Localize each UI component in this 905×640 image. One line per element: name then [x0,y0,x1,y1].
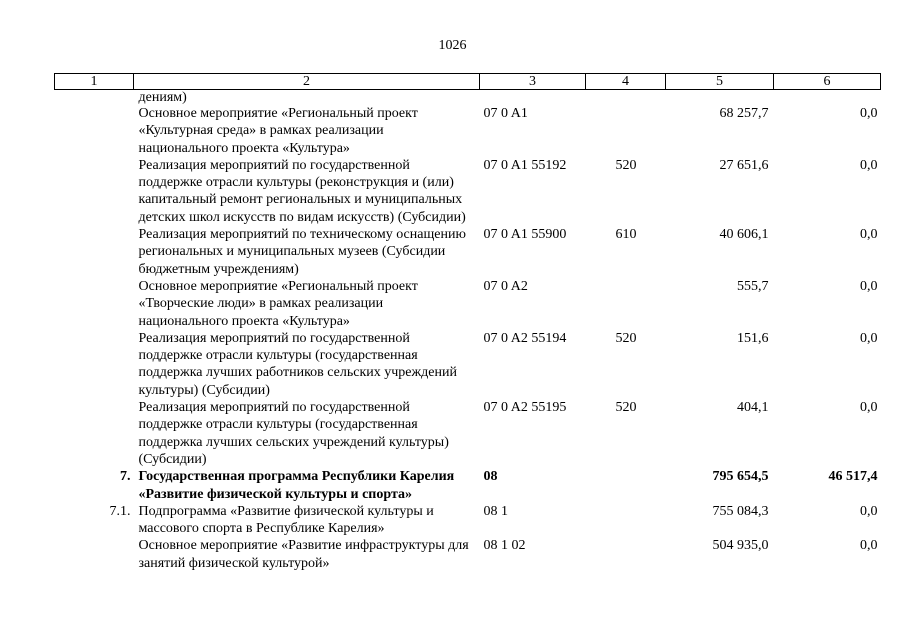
row-amount: 68 257,7 [719,106,769,121]
row-number [55,105,134,157]
row-expense-type: 610 [615,227,637,243]
row-code: 08 [483,469,498,485]
row-number [55,330,134,399]
row-expense-type [586,537,666,572]
row-expense-type [586,468,666,503]
budget-table [54,73,881,572]
row-amount [666,90,774,106]
row-name: Основное мероприятие «Развитие инфраструктуры для занятий физической культурой» [138,538,469,571]
column-header-4: 4 [586,74,666,90]
row-amount-2: 0,0 [860,157,878,173]
column-header-6: 6 [774,74,881,90]
table-row [55,503,881,538]
row-code: 07 0 A1 55192 [483,157,567,173]
row-expense-type [586,105,666,157]
row-amount-2: 0,0 [860,400,878,416]
table-row [55,90,881,106]
row-code [480,90,586,106]
table-row [55,537,881,572]
row-amount-2: 0,0 [860,503,878,519]
column-header-2: 2 [134,74,480,90]
row-number [55,537,134,572]
row-amount: 755 084,3 [712,503,769,519]
row-number [55,90,134,106]
row-amount-2: 0,0 [860,227,878,243]
row-expense-type [586,90,666,106]
row-expense-type: 520 [615,400,637,416]
row-number: 7.1. [109,503,131,519]
row-amount: 795 654,5 [712,469,769,485]
row-name: Реализация мероприятий по государственной поддержке отрасли культуры (реконструкция и (или) капитальный ремонт региональных и муниципальных детских школ искусств по видам искусств) (Субсидии) [138,157,466,225]
page-number: 1026 [438,38,467,53]
row-amount: 555,7 [737,278,769,294]
row-amount-2 [774,90,881,106]
row-name: Основное мероприятие «Региональный проект «Культурная среда» в рамках реализации национального проекта «Культура» [138,106,418,156]
row-amount-2: 46 517,4 [828,469,878,485]
row-number [55,399,134,468]
table-header [55,74,881,90]
row-number: 7. [120,469,131,485]
row-name: Государственная программа Республики Карелия «Развитие физической культуры и спорта» [138,469,455,502]
row-name: Реализация мероприятий по государственной поддержке отрасли культуры (государственная поддержка лучших сельских учреждений культуры) (Субсидии) [138,400,449,467]
column-header-5: 5 [666,74,774,90]
row-amount-2: 0,0 [860,330,878,346]
table-row [55,399,881,468]
row-code: 07 0 A2 [483,278,528,294]
table-row [55,157,881,226]
row-expense-type [586,278,666,330]
row-amount: 504 935,0 [712,538,769,554]
row-name: Подпрограмма «Развитие физической культуры и массового спорта в Республике Карелия» [138,503,434,537]
table-body [55,90,881,573]
row-code: 07 0 A2 55194 [483,330,567,346]
row-number [55,278,134,330]
row-code: 07 0 A2 55195 [483,400,567,416]
row-code: 08 1 02 [483,538,526,554]
row-amount-2: 0,0 [860,278,878,294]
row-expense-type [586,503,666,538]
column-header-1: 1 [55,74,134,90]
row-code: 07 0 A1 [483,106,528,121]
row-number [55,157,134,226]
row-name: Реализация мероприятий по техническому оснащению региональных и муниципальных музеев (Субсидии бюджетным учреждениям) [138,227,466,277]
row-name: Основное мероприятие «Региональный проект «Творческие люди» в рамках реализации национального проекта «Культура» [138,278,418,329]
table-row [55,278,881,330]
row-amount: 151,6 [737,330,769,346]
column-header-3: 3 [480,74,586,90]
row-amount: 27 651,6 [719,157,769,173]
row-amount: 40 606,1 [719,227,769,243]
row-amount: 404,1 [737,400,769,416]
table-row [55,330,881,399]
row-code: 08 1 [483,503,508,519]
row-amount-2: 0,0 [860,106,878,121]
row-amount-2: 0,0 [860,538,878,554]
row-name: Реализация мероприятий по государственной поддержке отрасли культуры (государственная поддержка лучших работников сельских учреждений культуры) (Субсидии) [138,330,457,398]
row-expense-type: 520 [615,157,637,173]
row-expense-type: 520 [615,330,637,346]
row-code: 07 0 A1 55900 [483,227,567,243]
table-row-program [55,468,881,503]
row-number [55,226,134,278]
table-row [55,105,881,157]
row-name: дениям) [138,90,187,105]
table-row [55,226,881,278]
